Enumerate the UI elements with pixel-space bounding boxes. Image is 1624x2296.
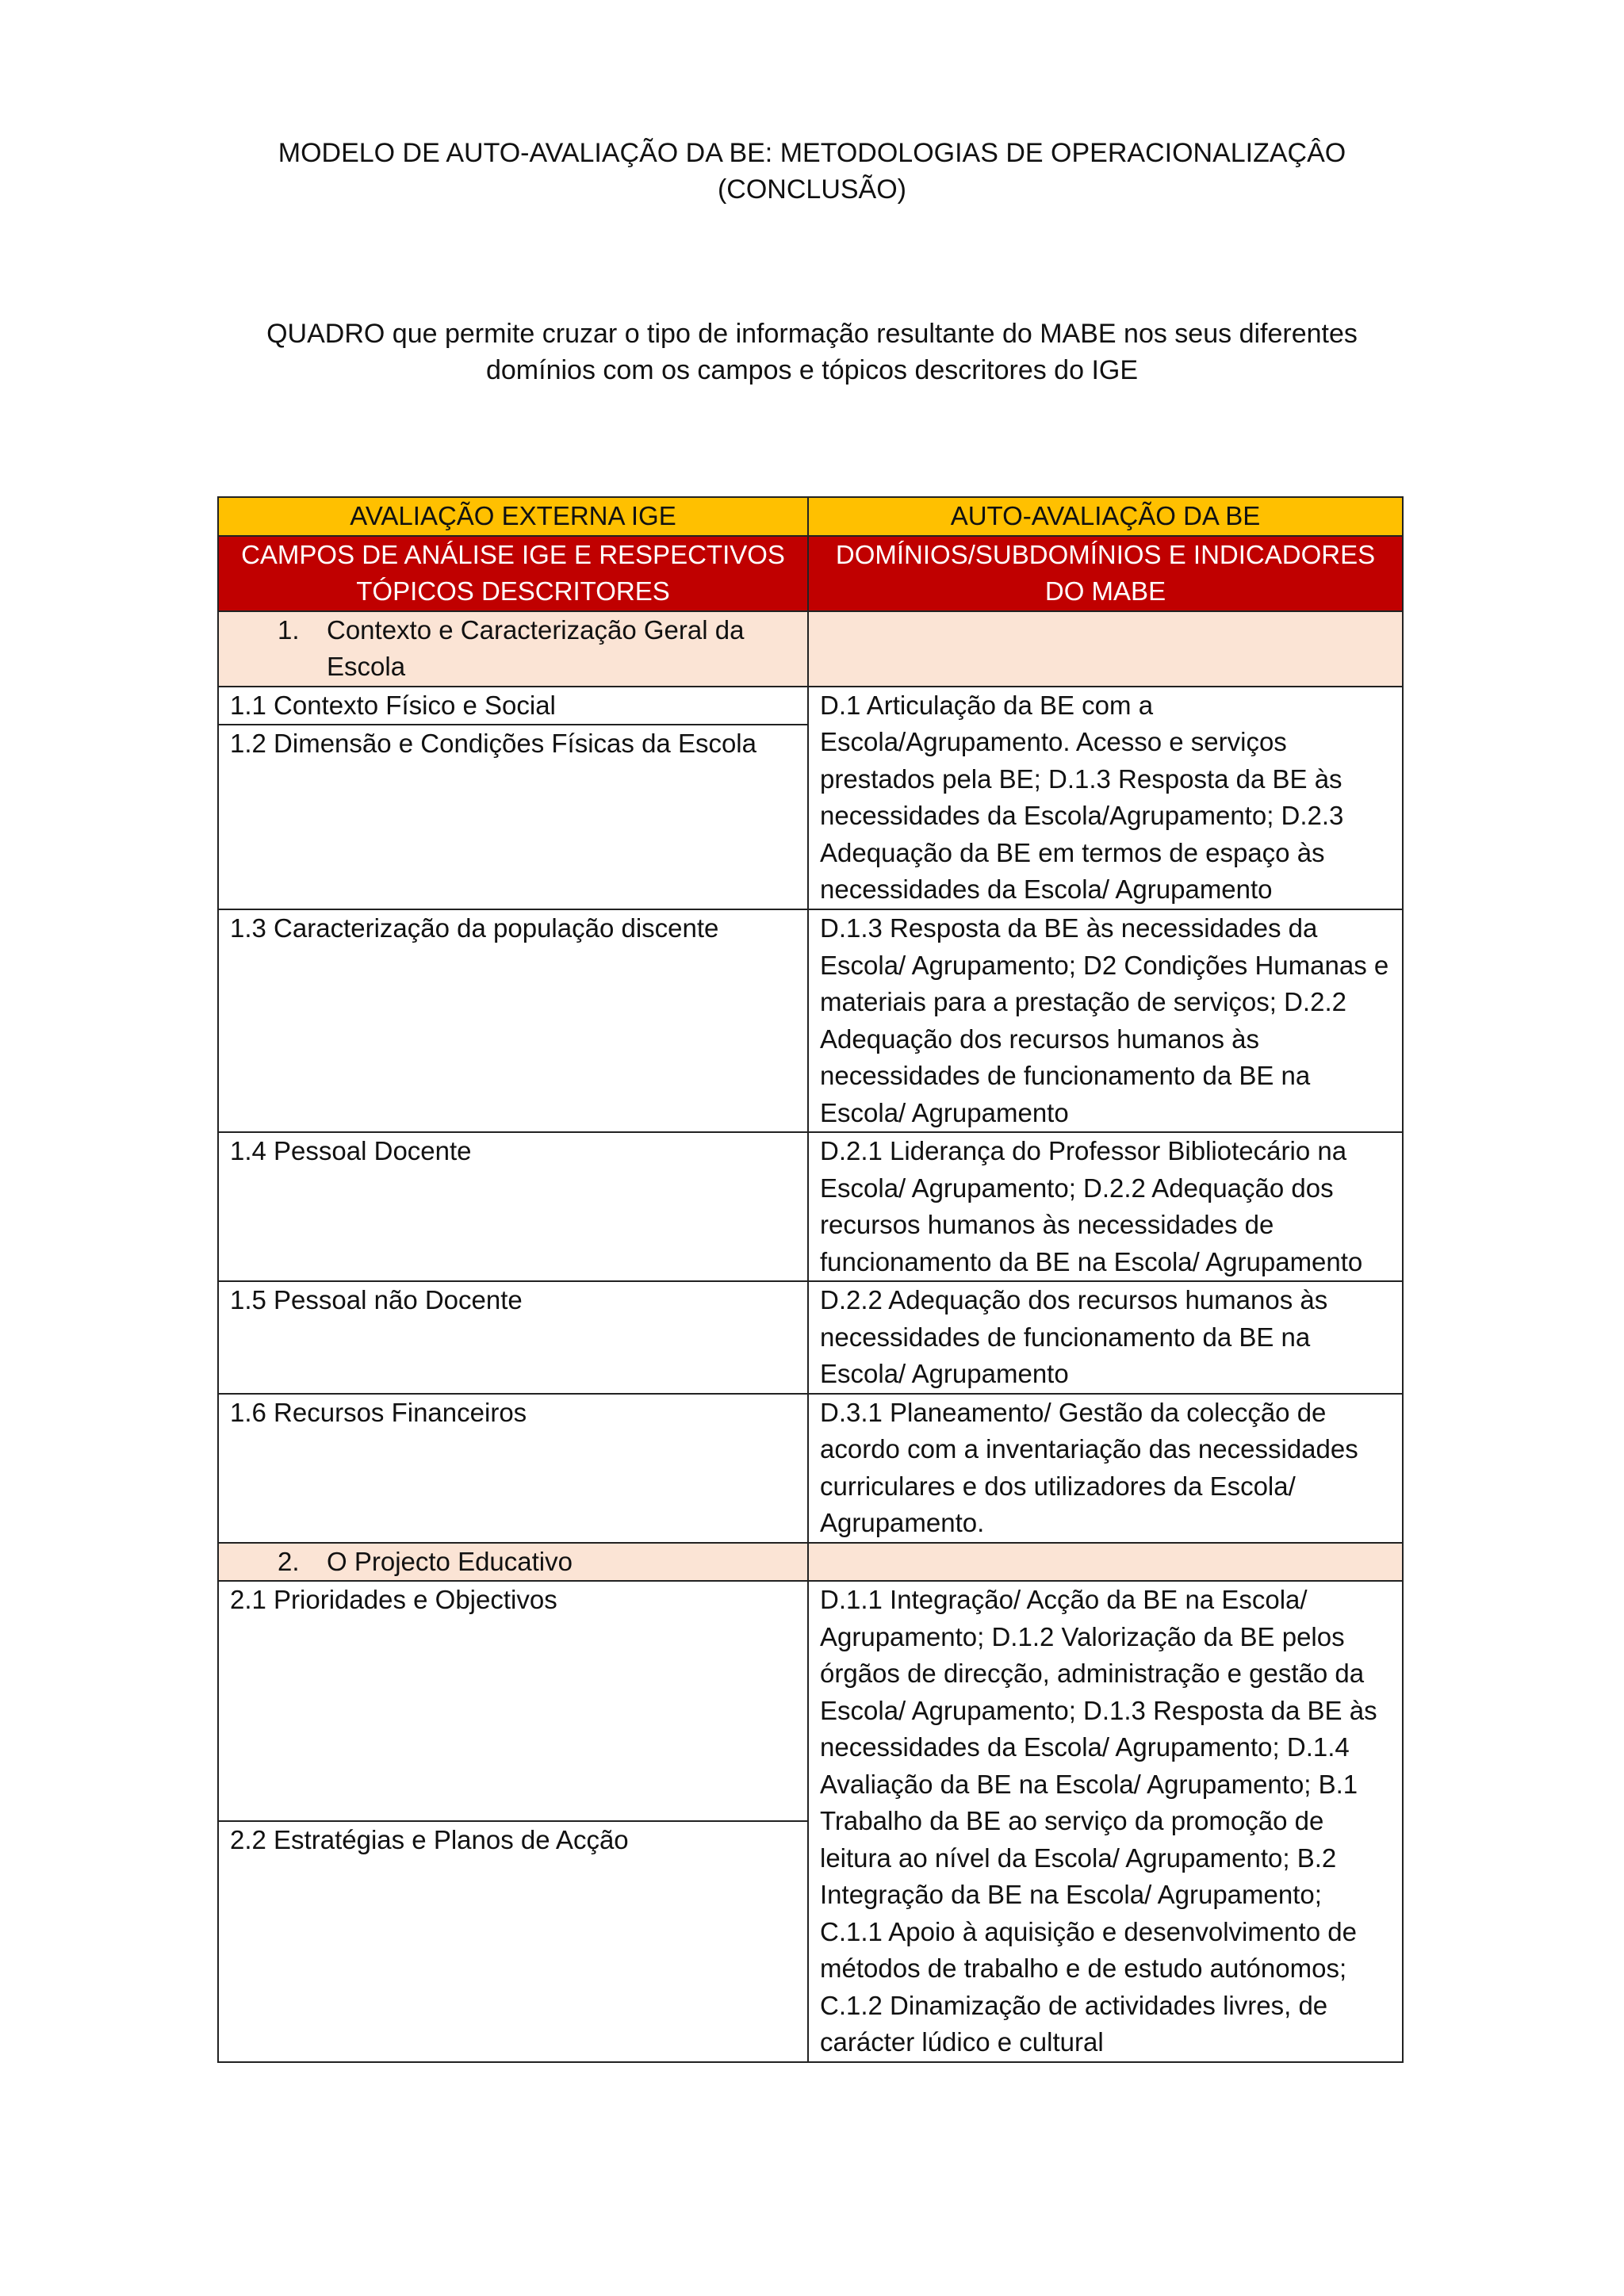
section-1-empty-cell (808, 611, 1403, 687)
row-2-1-label: 2.1 Prioridades e Objectivos (218, 1581, 808, 1821)
table-header-row-1 (218, 497, 1403, 536)
row-2-2-label: 2.2 Estratégias e Planos de Acção (218, 1821, 808, 2061)
row-1-4-label: 1.4 Pessoal Docente (218, 1132, 808, 1281)
row-1-6-mabe: D.3.1 Planeamento/ Gestão da colecção de acordo com a inventariação das necessidades curriculares e dos utilizadores da Escola/ Agrupamento. (808, 1394, 1403, 1543)
crosswalk-table (217, 496, 1404, 2063)
header-dominios (808, 536, 1403, 611)
row-1-6-label: 1.6 Recursos Financeiros (218, 1394, 808, 1543)
table-row (218, 1281, 1403, 1394)
row-1-1-2-mabe: D.1 Articulação da BE com a Escola/Agrupamento. Acesso e serviços prestados pela BE; D.1.3 Resposta da BE às necessidades da Escola/Agrupamento; D.2.3 Adequação da BE em termos de espaço às necessidades da Escola/ Agrupamento (808, 687, 1403, 910)
page-subtitle (217, 316, 1407, 388)
section-2-label-cell (218, 1543, 808, 1582)
header-campos-line1: CAMPOS DE ANÁLISE IGE E RESPECTIVOS (241, 539, 785, 569)
row-1-2-label: 1.2 Dimensão e Condições Físicas da Escola (218, 725, 808, 909)
row-1-3-label: 1.3 Caracterização da população discente (218, 909, 808, 1132)
section-2-title: O Projecto Educativo (327, 1546, 573, 1576)
header-auto-avaliacao: AUTO-AVALIAÇÃO DA BE (808, 497, 1403, 536)
row-1-1-label: 1.1 Contexto Físico e Social (218, 687, 808, 725)
table-header-row-2 (218, 536, 1403, 611)
section-1-label-cell (218, 611, 808, 687)
page-title-line2: (CONCLUSÃO) (717, 174, 907, 205)
section-2-label-wrap (230, 1544, 771, 1581)
header-dominios-line2: DO MABE (1044, 576, 1166, 606)
crosswalk-table-container (217, 496, 1402, 2063)
section-row-1 (218, 611, 1403, 687)
row-1-3-mabe: D.1.3 Resposta da BE às necessidades da Escola/ Agrupamento; D2 Condições Humanas e materiais para a prestação de serviços; D.2.2 Adequação dos recursos humanos às necessidades de funcionamento da BE na Escola/ Agrupamento (808, 909, 1403, 1132)
table-row (218, 687, 1403, 725)
header-campos-line2: TÓPICOS DESCRITORES (356, 576, 670, 606)
section-1-number: 1. (278, 614, 300, 645)
section-1-label-wrap (230, 612, 771, 686)
table-row (218, 909, 1403, 1132)
table-row (218, 1132, 1403, 1281)
page-title-line1: MODELO DE AUTO-AVALIAÇÃO DA BE: METODOLOGIAS DE OPERACIONALIZAÇÂO (278, 138, 1346, 168)
row-1-4-mabe: D.2.1 Liderança do Professor Bibliotecário na Escola/ Agrupamento; D.2.2 Adequação dos recursos humanos às necessidades de funcionamento da BE na Escola/ Agrupamento (808, 1132, 1403, 1281)
section-2-empty-cell (808, 1543, 1403, 1582)
page-subtitle-line1: QUADRO que permite cruzar o tipo de informação resultante do MABE nos seus diferentes (266, 319, 1358, 349)
page-title (217, 135, 1407, 208)
row-2-1-2-mabe: D.1.1 Integração/ Acção da BE na Escola/ Agrupamento; D.1.2 Valorização da BE pelos órgãos de direcção, administração e gestão da Escola/ Agrupamento; D.1.3 Resposta da BE às necessidades da Escola/ Agrupamento; D.1.4 Avaliação da BE na Escola/ Agrupamento; B.1 Trabalho da BE ao serviço da promoção de leitura ao nível da Escola/ Agrupamento; B.2 Integração da BE na Escola/ Agrupamento; C.1.1 Apoio à aquisição e desenvolvimento de métodos de trabalho e de estudo autónomos; C.1.2 Dinamização de actividades livres, de carácter lúdico e cultural (808, 1581, 1403, 2062)
table-row (218, 1581, 1403, 1821)
header-dominios-line1: DOMÍNIOS/SUBDOMÍNIOS E INDICADORES (835, 539, 1376, 569)
header-campos-analise (218, 536, 808, 611)
table-row (218, 1394, 1403, 1543)
section-2-number: 2. (278, 1546, 300, 1576)
page-subtitle-line2: domínios com os campos e tópicos descritores do IGE (485, 355, 1139, 385)
section-1-title: Contexto e Caracterização Geral da Escola (327, 614, 745, 681)
row-1-5-label: 1.5 Pessoal não Docente (218, 1281, 808, 1394)
section-row-2 (218, 1543, 1403, 1582)
row-1-5-mabe: D.2.2 Adequação dos recursos humanos às necessidades de funcionamento da BE na Escola/ Agrupamento (808, 1281, 1403, 1394)
header-ige: AVALIAÇÃO EXTERNA IGE (218, 497, 808, 536)
